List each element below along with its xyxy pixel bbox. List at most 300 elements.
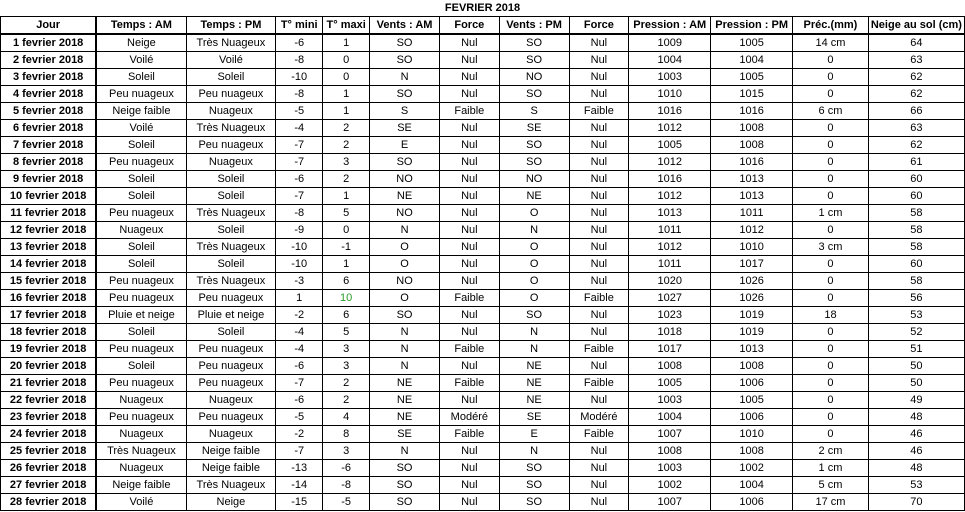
- snow-depth-cell: 64: [868, 34, 964, 52]
- weather-am-cell: Peu nuageux: [96, 205, 186, 222]
- precipitation-cell: 14 cm: [793, 34, 869, 52]
- snow-depth-cell: 58: [868, 222, 964, 239]
- force-pm-cell: Nul: [569, 171, 629, 188]
- force-pm-cell: Nul: [569, 154, 629, 171]
- weather-am-cell: Nuageux: [96, 426, 186, 443]
- pressure-pm-cell: 1008: [711, 358, 793, 375]
- temp-max-cell: 0: [323, 222, 370, 239]
- weather-am-cell: Nuageux: [96, 392, 186, 409]
- temp-min-cell: -4: [276, 120, 323, 137]
- day-cell: 24 fevrier 2018: [1, 426, 97, 443]
- wind-pm-cell: N: [499, 341, 569, 358]
- day-cell: 1 fevrier 2018: [1, 34, 97, 52]
- weather-pm-cell: Peu nuageux: [186, 375, 276, 392]
- weather-pm-cell: Très Nuageux: [186, 239, 276, 256]
- weather-am-cell: Voilé: [96, 494, 186, 511]
- force-pm-cell: Nul: [569, 477, 629, 494]
- pressure-am-cell: 1016: [629, 171, 711, 188]
- snow-depth-cell: 53: [868, 307, 964, 324]
- temp-min-cell: -4: [276, 341, 323, 358]
- snow-depth-cell: 48: [868, 409, 964, 426]
- day-cell: 11 fevrier 2018: [1, 205, 97, 222]
- wind-pm-cell: O: [499, 239, 569, 256]
- snow-depth-cell: 60: [868, 171, 964, 188]
- snow-depth-cell: 50: [868, 375, 964, 392]
- wind-pm-cell: NE: [499, 375, 569, 392]
- weather-pm-cell: Neige faible: [186, 443, 276, 460]
- force-am-cell: Nul: [439, 358, 499, 375]
- wind-pm-cell: SO: [499, 52, 569, 69]
- wind-pm-cell: E: [499, 426, 569, 443]
- table-row: [1, 324, 965, 341]
- force-pm-cell: Nul: [569, 120, 629, 137]
- snow-depth-cell: 50: [868, 358, 964, 375]
- pressure-am-cell: 1012: [629, 188, 711, 205]
- header-pression-am: Pression : AM: [629, 17, 711, 35]
- pressure-pm-cell: 1016: [711, 103, 793, 120]
- header-vents-am: Vents : AM: [370, 17, 440, 35]
- pressure-am-cell: 1005: [629, 137, 711, 154]
- weather-am-cell: Peu nuageux: [96, 290, 186, 307]
- pressure-am-cell: 1018: [629, 324, 711, 341]
- weather-am-cell: Neige faible: [96, 103, 186, 120]
- force-pm-cell: Nul: [569, 205, 629, 222]
- force-pm-cell: Faible: [569, 103, 629, 120]
- precipitation-cell: 0: [793, 409, 869, 426]
- weather-pm-cell: Soleil: [186, 171, 276, 188]
- force-am-cell: Nul: [439, 239, 499, 256]
- snow-depth-cell: 61: [868, 154, 964, 171]
- force-am-cell: Nul: [439, 443, 499, 460]
- precipitation-cell: 0: [793, 120, 869, 137]
- weather-am-cell: Soleil: [96, 188, 186, 205]
- wind-pm-cell: SO: [499, 477, 569, 494]
- force-am-cell: Nul: [439, 324, 499, 341]
- temp-min-cell: -4: [276, 324, 323, 341]
- wind-am-cell: SO: [370, 460, 440, 477]
- temp-max-cell: 1: [323, 86, 370, 103]
- weather-pm-cell: Soleil: [186, 188, 276, 205]
- temp-min-cell: -6: [276, 392, 323, 409]
- force-pm-cell: Nul: [569, 494, 629, 511]
- force-pm-cell: Nul: [569, 358, 629, 375]
- pressure-am-cell: 1017: [629, 341, 711, 358]
- force-am-cell: Faible: [439, 290, 499, 307]
- day-cell: 6 fevrier 2018: [1, 120, 97, 137]
- temp-max-cell: 2: [323, 137, 370, 154]
- force-am-cell: Nul: [439, 256, 499, 273]
- weather-pm-cell: Très Nuageux: [186, 477, 276, 494]
- table-row: [1, 69, 965, 86]
- pressure-am-cell: 1027: [629, 290, 711, 307]
- table-row: [1, 239, 965, 256]
- weather-am-cell: Peu nuageux: [96, 341, 186, 358]
- force-am-cell: Faible: [439, 375, 499, 392]
- pressure-am-cell: 1012: [629, 239, 711, 256]
- snow-depth-cell: 56: [868, 290, 964, 307]
- precipitation-cell: 6 cm: [793, 103, 869, 120]
- force-am-cell: Nul: [439, 188, 499, 205]
- precipitation-cell: 18: [793, 307, 869, 324]
- pressure-pm-cell: 1006: [711, 375, 793, 392]
- precipitation-cell: 0: [793, 341, 869, 358]
- pressure-am-cell: 1007: [629, 426, 711, 443]
- snow-depth-cell: 48: [868, 460, 964, 477]
- force-am-cell: Nul: [439, 137, 499, 154]
- title-row: [1, 0, 965, 17]
- temp-min-cell: -10: [276, 239, 323, 256]
- force-am-cell: Nul: [439, 460, 499, 477]
- wind-am-cell: E: [370, 137, 440, 154]
- snow-depth-cell: 58: [868, 273, 964, 290]
- table-row: [1, 460, 965, 477]
- precipitation-cell: 0: [793, 426, 869, 443]
- precipitation-cell: 0: [793, 358, 869, 375]
- temp-max-cell: 3: [323, 341, 370, 358]
- precipitation-cell: 0: [793, 171, 869, 188]
- table-row: [1, 341, 965, 358]
- wind-am-cell: NE: [370, 392, 440, 409]
- pressure-pm-cell: 1013: [711, 188, 793, 205]
- temp-min-cell: -10: [276, 69, 323, 86]
- temp-min-cell: -8: [276, 52, 323, 69]
- weather-am-cell: Neige: [96, 34, 186, 52]
- day-cell: 23 fevrier 2018: [1, 409, 97, 426]
- pressure-am-cell: 1012: [629, 154, 711, 171]
- weather-am-cell: Soleil: [96, 69, 186, 86]
- force-pm-cell: Faible: [569, 426, 629, 443]
- pressure-am-cell: 1008: [629, 443, 711, 460]
- day-cell: 16 fevrier 2018: [1, 290, 97, 307]
- temp-min-cell: -3: [276, 273, 323, 290]
- snow-depth-cell: 63: [868, 52, 964, 69]
- weather-pm-cell: Peu nuageux: [186, 137, 276, 154]
- wind-pm-cell: SE: [499, 120, 569, 137]
- snow-depth-cell: 62: [868, 86, 964, 103]
- temp-max-cell: 2: [323, 392, 370, 409]
- wind-pm-cell: NE: [499, 188, 569, 205]
- force-am-cell: Nul: [439, 205, 499, 222]
- table-row: [1, 392, 965, 409]
- pressure-am-cell: 1002: [629, 477, 711, 494]
- temp-min-cell: -5: [276, 409, 323, 426]
- weather-am-cell: Nuageux: [96, 222, 186, 239]
- temp-min-cell: -10: [276, 256, 323, 273]
- header-jour: Jour: [1, 17, 97, 35]
- precipitation-cell: 0: [793, 86, 869, 103]
- force-pm-cell: Nul: [569, 273, 629, 290]
- force-pm-cell: Nul: [569, 137, 629, 154]
- force-pm-cell: Nul: [569, 256, 629, 273]
- force-am-cell: Nul: [439, 392, 499, 409]
- temp-max-cell: 2: [323, 120, 370, 137]
- temp-max-cell: -1: [323, 239, 370, 256]
- weather-pm-cell: Peu nuageux: [186, 358, 276, 375]
- day-cell: 9 fevrier 2018: [1, 171, 97, 188]
- weather-pm-cell: Très Nuageux: [186, 205, 276, 222]
- precipitation-cell: 0: [793, 375, 869, 392]
- force-am-cell: Nul: [439, 52, 499, 69]
- temp-min-cell: -6: [276, 358, 323, 375]
- wind-am-cell: O: [370, 239, 440, 256]
- wind-am-cell: SE: [370, 426, 440, 443]
- weather-am-cell: Soleil: [96, 171, 186, 188]
- temp-max-cell: 3: [323, 443, 370, 460]
- table-row: [1, 443, 965, 460]
- weather-am-cell: Peu nuageux: [96, 154, 186, 171]
- weather-am-cell: Voilé: [96, 52, 186, 69]
- pressure-am-cell: 1013: [629, 205, 711, 222]
- force-pm-cell: Nul: [569, 222, 629, 239]
- day-cell: 17 fevrier 2018: [1, 307, 97, 324]
- force-pm-cell: Faible: [569, 341, 629, 358]
- weather-pm-cell: Peu nuageux: [186, 290, 276, 307]
- wind-am-cell: SO: [370, 154, 440, 171]
- snow-depth-cell: 52: [868, 324, 964, 341]
- temp-min-cell: -6: [276, 34, 323, 52]
- temp-max-cell: 1: [323, 103, 370, 120]
- temp-min-cell: -9: [276, 222, 323, 239]
- force-am-cell: Nul: [439, 86, 499, 103]
- weather-pm-cell: Nuageux: [186, 426, 276, 443]
- snow-depth-cell: 62: [868, 69, 964, 86]
- force-pm-cell: Nul: [569, 324, 629, 341]
- weather-pm-cell: Neige: [186, 494, 276, 511]
- table-row: [1, 426, 965, 443]
- force-am-cell: Nul: [439, 34, 499, 52]
- day-cell: 19 fevrier 2018: [1, 341, 97, 358]
- header-row: [1, 17, 965, 35]
- temp-max-cell: 0: [323, 69, 370, 86]
- pressure-am-cell: 1004: [629, 409, 711, 426]
- temp-min-cell: 1: [276, 290, 323, 307]
- pressure-am-cell: 1008: [629, 358, 711, 375]
- wind-am-cell: O: [370, 290, 440, 307]
- pressure-pm-cell: 1008: [711, 120, 793, 137]
- day-cell: 13 fevrier 2018: [1, 239, 97, 256]
- table-row: [1, 120, 965, 137]
- temp-max-cell: 2: [323, 171, 370, 188]
- temp-max-cell: -6: [323, 460, 370, 477]
- weather-am-cell: Peu nuageux: [96, 375, 186, 392]
- force-am-cell: Faible: [439, 341, 499, 358]
- wind-pm-cell: SO: [499, 34, 569, 52]
- pressure-pm-cell: 1006: [711, 409, 793, 426]
- pressure-pm-cell: 1002: [711, 460, 793, 477]
- day-cell: 4 fevrier 2018: [1, 86, 97, 103]
- wind-am-cell: NE: [370, 188, 440, 205]
- pressure-pm-cell: 1013: [711, 171, 793, 188]
- wind-am-cell: SO: [370, 477, 440, 494]
- temp-max-cell: 1: [323, 256, 370, 273]
- header-temps-pm: Temps : PM: [186, 17, 276, 35]
- temp-min-cell: -7: [276, 443, 323, 460]
- temp-max-cell: 8: [323, 426, 370, 443]
- temp-min-cell: -8: [276, 205, 323, 222]
- pressure-pm-cell: 1008: [711, 443, 793, 460]
- wind-am-cell: NO: [370, 273, 440, 290]
- temp-max-cell: 6: [323, 273, 370, 290]
- temp-max-cell: -8: [323, 477, 370, 494]
- wind-pm-cell: SO: [499, 137, 569, 154]
- pressure-am-cell: 1003: [629, 460, 711, 477]
- wind-am-cell: N: [370, 358, 440, 375]
- force-am-cell: Nul: [439, 273, 499, 290]
- precipitation-cell: 0: [793, 137, 869, 154]
- temp-max-cell: 0: [323, 52, 370, 69]
- force-pm-cell: Nul: [569, 460, 629, 477]
- precipitation-cell: 0: [793, 222, 869, 239]
- temp-max-cell: 1: [323, 34, 370, 52]
- wind-am-cell: S: [370, 103, 440, 120]
- force-am-cell: Nul: [439, 69, 499, 86]
- temp-min-cell: -2: [276, 426, 323, 443]
- weather-pm-cell: Très Nuageux: [186, 273, 276, 290]
- wind-am-cell: SE: [370, 120, 440, 137]
- header-temps-am: Temps : AM: [96, 17, 186, 35]
- pressure-am-cell: 1010: [629, 86, 711, 103]
- temp-min-cell: -7: [276, 137, 323, 154]
- header-t-maxi: T° maxi: [323, 17, 370, 35]
- pressure-am-cell: 1023: [629, 307, 711, 324]
- temp-max-cell: 6: [323, 307, 370, 324]
- pressure-pm-cell: 1004: [711, 477, 793, 494]
- day-cell: 8 fevrier 2018: [1, 154, 97, 171]
- weather-pm-cell: Peu nuageux: [186, 86, 276, 103]
- precipitation-cell: 0: [793, 256, 869, 273]
- weather-am-cell: Nuageux: [96, 460, 186, 477]
- weather-am-cell: Soleil: [96, 137, 186, 154]
- wind-pm-cell: SO: [499, 86, 569, 103]
- force-pm-cell: Nul: [569, 239, 629, 256]
- table-row: [1, 171, 965, 188]
- pressure-am-cell: 1012: [629, 120, 711, 137]
- weather-pm-cell: Soleil: [186, 69, 276, 86]
- force-pm-cell: Nul: [569, 188, 629, 205]
- force-pm-cell: Faible: [569, 290, 629, 307]
- force-pm-cell: Nul: [569, 86, 629, 103]
- wind-am-cell: N: [370, 324, 440, 341]
- snow-depth-cell: 53: [868, 477, 964, 494]
- snow-depth-cell: 63: [868, 120, 964, 137]
- precipitation-cell: 0: [793, 154, 869, 171]
- wind-pm-cell: O: [499, 256, 569, 273]
- day-cell: 7 fevrier 2018: [1, 137, 97, 154]
- pressure-pm-cell: 1010: [711, 426, 793, 443]
- force-am-cell: Modéré: [439, 409, 499, 426]
- weather-pm-cell: Soleil: [186, 222, 276, 239]
- header-pression-pm: Pression : PM: [711, 17, 793, 35]
- temp-max-cell: 10: [323, 290, 370, 307]
- table-row: [1, 494, 965, 511]
- pressure-pm-cell: 1004: [711, 52, 793, 69]
- weather-am-cell: Soleil: [96, 324, 186, 341]
- precipitation-cell: 0: [793, 324, 869, 341]
- temp-min-cell: -8: [276, 86, 323, 103]
- force-am-cell: Nul: [439, 120, 499, 137]
- wind-pm-cell: SE: [499, 409, 569, 426]
- snow-depth-cell: 58: [868, 205, 964, 222]
- temp-min-cell: -6: [276, 171, 323, 188]
- precipitation-cell: 17 cm: [793, 494, 869, 511]
- day-cell: 26 fevrier 2018: [1, 460, 97, 477]
- table-row: [1, 273, 965, 290]
- table-row: [1, 375, 965, 392]
- table-row: [1, 256, 965, 273]
- wind-pm-cell: SO: [499, 460, 569, 477]
- day-cell: 22 fevrier 2018: [1, 392, 97, 409]
- temp-max-cell: 4: [323, 409, 370, 426]
- wind-am-cell: NO: [370, 171, 440, 188]
- precipitation-cell: 0: [793, 392, 869, 409]
- weather-pm-cell: Pluie et neige: [186, 307, 276, 324]
- table-row: [1, 290, 965, 307]
- precipitation-cell: 0: [793, 273, 869, 290]
- wind-pm-cell: N: [499, 443, 569, 460]
- pressure-pm-cell: 1026: [711, 273, 793, 290]
- pressure-pm-cell: 1005: [711, 392, 793, 409]
- wind-am-cell: SO: [370, 494, 440, 511]
- force-am-cell: Nul: [439, 154, 499, 171]
- precipitation-cell: 2 cm: [793, 443, 869, 460]
- force-pm-cell: Modéré: [569, 409, 629, 426]
- pressure-pm-cell: 1015: [711, 86, 793, 103]
- temp-max-cell: 1: [323, 188, 370, 205]
- day-cell: 21 fevrier 2018: [1, 375, 97, 392]
- pressure-pm-cell: 1011: [711, 205, 793, 222]
- wind-pm-cell: O: [499, 273, 569, 290]
- wind-pm-cell: N: [499, 222, 569, 239]
- pressure-pm-cell: 1005: [711, 34, 793, 52]
- temp-min-cell: -7: [276, 154, 323, 171]
- weather-am-cell: Soleil: [96, 256, 186, 273]
- force-pm-cell: Nul: [569, 69, 629, 86]
- pressure-pm-cell: 1008: [711, 137, 793, 154]
- wind-am-cell: NE: [370, 375, 440, 392]
- wind-pm-cell: NE: [499, 358, 569, 375]
- table-row: [1, 409, 965, 426]
- weather-pm-cell: Peu nuageux: [186, 341, 276, 358]
- weather-pm-cell: Très Nuageux: [186, 120, 276, 137]
- temp-max-cell: -5: [323, 494, 370, 511]
- table-row: [1, 154, 965, 171]
- wind-pm-cell: SO: [499, 307, 569, 324]
- snow-depth-cell: 51: [868, 341, 964, 358]
- precipitation-cell: 5 cm: [793, 477, 869, 494]
- temp-max-cell: 5: [323, 324, 370, 341]
- weather-pm-cell: Très Nuageux: [186, 34, 276, 52]
- pressure-am-cell: 1007: [629, 494, 711, 511]
- snow-depth-cell: 60: [868, 256, 964, 273]
- force-pm-cell: Nul: [569, 392, 629, 409]
- temp-min-cell: -14: [276, 477, 323, 494]
- force-am-cell: Nul: [439, 477, 499, 494]
- day-cell: 3 fevrier 2018: [1, 69, 97, 86]
- temp-min-cell: -7: [276, 188, 323, 205]
- weather-pm-cell: Voilé: [186, 52, 276, 69]
- force-pm-cell: Nul: [569, 52, 629, 69]
- wind-am-cell: N: [370, 222, 440, 239]
- wind-pm-cell: O: [499, 290, 569, 307]
- table-row: [1, 358, 965, 375]
- pressure-am-cell: 1011: [629, 222, 711, 239]
- pressure-pm-cell: 1019: [711, 307, 793, 324]
- pressure-am-cell: 1003: [629, 392, 711, 409]
- wind-am-cell: O: [370, 256, 440, 273]
- force-pm-cell: Nul: [569, 443, 629, 460]
- day-cell: 14 fevrier 2018: [1, 256, 97, 273]
- table-title: FEVRIER 2018: [444, 1, 521, 14]
